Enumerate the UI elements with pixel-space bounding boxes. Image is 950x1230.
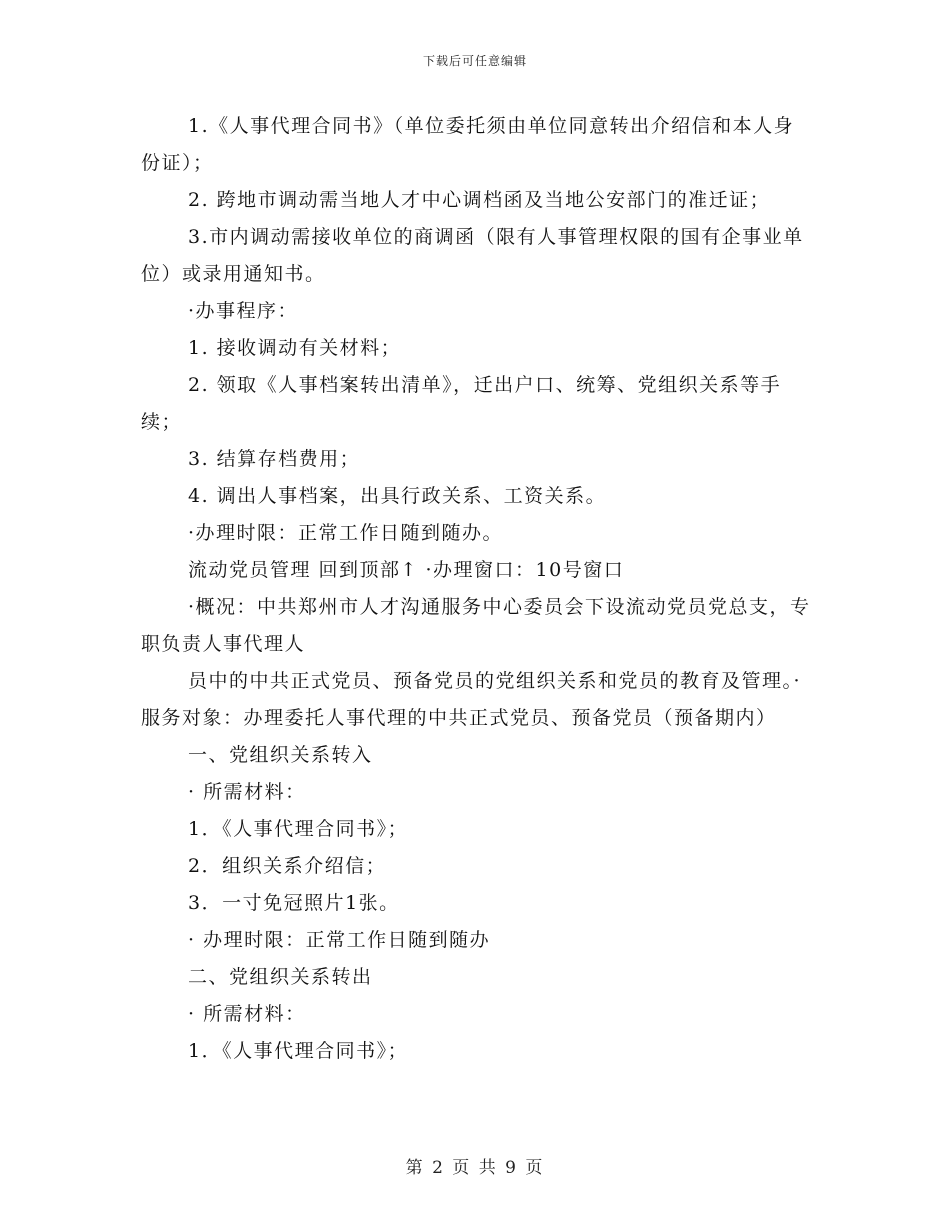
paragraph: 2. 跨地市调动需当地人才中心调档函及当地公安部门的准迁证； bbox=[188, 189, 771, 211]
paragraph: 员中的中共正式党员、预备党员的党组织关系和党员的教育及管理。·服务对象：办理委托人事代理的中共正式党员、预备党员（预备期内） bbox=[141, 670, 802, 729]
paragraph: 3. 结算存档费用； bbox=[188, 448, 361, 470]
paragraph: · 所需材料： bbox=[188, 781, 306, 803]
page-number: 第 2 页 共 9 页 bbox=[405, 1158, 545, 1178]
paragraph: 2. 领取《人事档案转出清单》，迁出户口、统筹、党组织关系等手续； bbox=[141, 374, 782, 433]
page-header: 下载后可任意编辑 bbox=[422, 54, 527, 68]
paragraph: 1．《人事代理合同书》； bbox=[188, 1040, 409, 1062]
paragraph: 1．《人事代理合同书》； bbox=[188, 818, 409, 840]
paragraph: 3．一寸免冠照片1张。 bbox=[188, 892, 400, 914]
paragraph: 2．组织关系介绍信； bbox=[188, 855, 387, 877]
paragraph: 4. 调出人事档案，出具行政关系、工资关系。 bbox=[188, 485, 607, 507]
paragraph: ·办事程序： bbox=[188, 300, 299, 322]
document-body bbox=[141, 108, 811, 1070]
paragraph: ·办理时限：正常工作日随到随办。 bbox=[188, 522, 504, 544]
paragraph: ·概况：中共郑州市人才沟通服务中心委员会下设流动党员党总支，专职负责人事代理人 bbox=[141, 596, 811, 655]
paragraph: 流动党员管理 回到顶部↑ ·办理窗口：10号窗口 bbox=[188, 559, 625, 581]
paragraph: · 办理时限：正常工作日随到随办 bbox=[188, 929, 491, 951]
paragraph: 1. 接收调动有关材料； bbox=[188, 337, 402, 359]
paragraph: 一、党组织关系转入 bbox=[188, 744, 373, 766]
paragraph: 3.市内调动需接收单位的商调函（限有人事管理权限的国有企事业单位）或录用通知书。 bbox=[141, 226, 804, 285]
paragraph: 二、党组织关系转出 bbox=[188, 966, 373, 988]
paragraph: 1.《人事代理合同书》（单位委托须由单位同意转出介绍信和本人身份证）； bbox=[141, 115, 795, 174]
paragraph: · 所需材料： bbox=[188, 1003, 306, 1025]
